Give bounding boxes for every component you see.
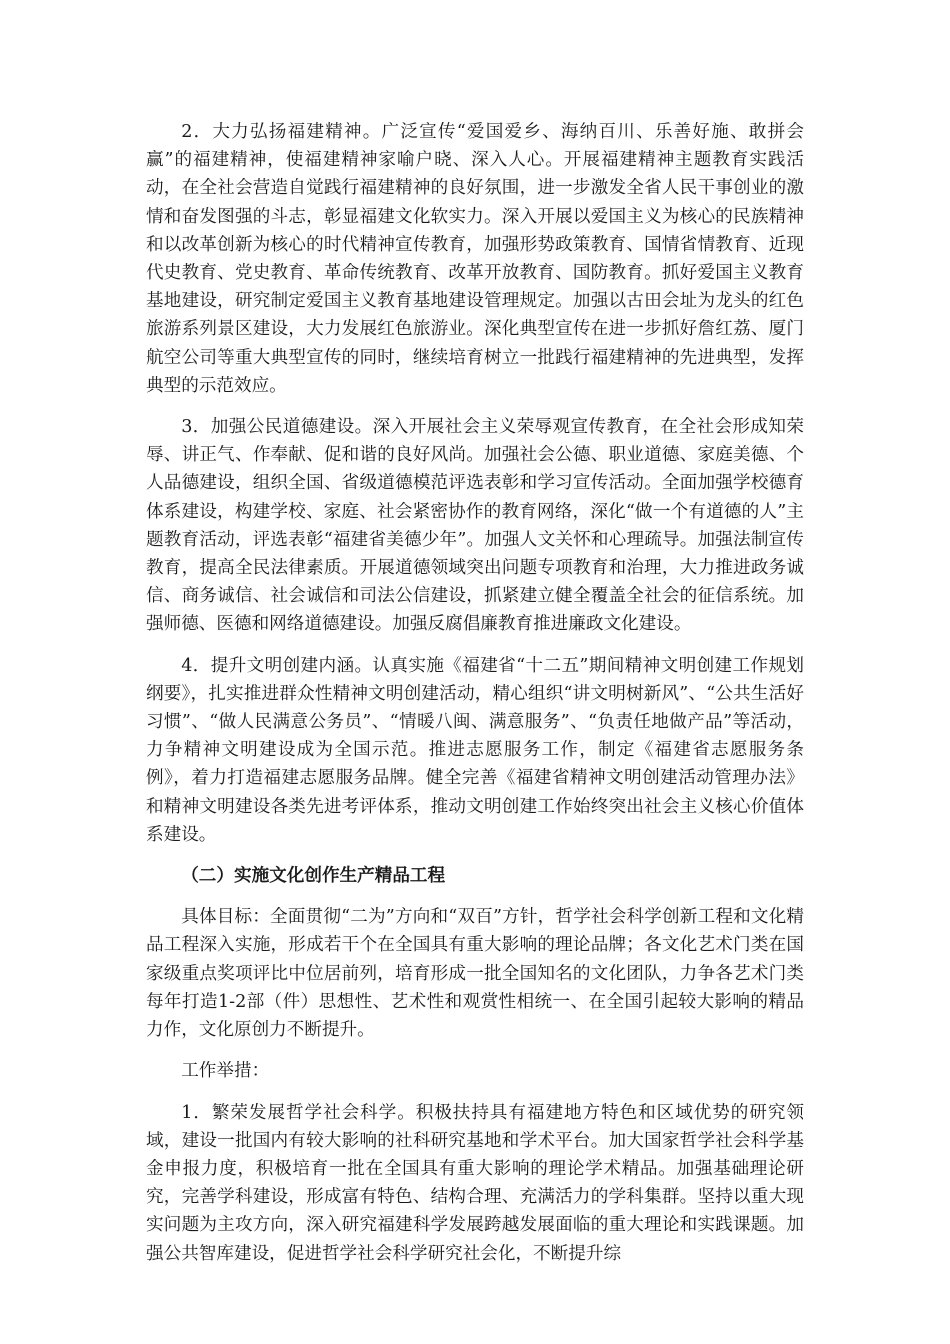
section-heading: （二）实施文化创作生产精品工程 — [181, 866, 446, 887]
paragraph-civilization-creation: 4．提升文明创建内涵。认真实施《福建省“十二五”期间精神文明创建工作规划纲要》，扎实推进群众性精神文明创建活动，精心组织“讲文明树新风”、“公共生活好习惯”、“做人民满意公务员”、“情暖八闽、满意服务”、“负责任地做产品”等活动，力争精神文明建设成为全国示范。推进志愿服务工作，制定《福建省志愿服务条例》，着力打造福建志愿服务品牌。健全完善《福建省精神文明创建活动管理办法》和精神文明建设各类先进考评体系，推动文明创建工作始终突出社会主义核心价值体系建设。 — [146, 655, 804, 845]
paragraph-specific-goals: 具体目标：全面贯彻“二为”方向和“双百”方针，哲学社会科学创新工程和文化精品工程深入实施，形成若干个在全国具有重大影响的理论品牌；各文化艺术门类在国家级重点奖项评比中位居前列，培育形成一批全国知名的文化团队，力争各艺术门类每年打造1-2部（件）思想性、艺术性和观赏性相统一、在全国引起较大影响的精品力作，文化原创力不断提升。 — [146, 907, 804, 1041]
paragraph-fujian-spirit: 2．大力弘扬福建精神。广泛宣传“爱国爱乡、海纳百川、乐善好施、敢拼会赢”的福建精神，使福建精神家喻户晓、深入人心。开展福建精神主题教育实践活动，在全社会营造自觉践行福建精神的良好氛围，进一步激发全省人民干事创业的激情和奋发图强的斗志，彰显福建文化软实力。深入开展以爱国主义为核心的民族精神和以改革创新为核心的时代精神宣传教育，加强形势政策教育、国情省情教育、近现代史教育、党史教育、革命传统教育、改革开放教育、国防教育。抓好爱国主义教育基地建设，研究制定爱国主义教育基地建设管理规定。加强以古田会址为龙头的红色旅游系列景区建设，大力发展红色旅游业。深化典型宣传在进一步抓好詹红荔、厦门航空公司等重大典型宣传的同时，继续培育树立一批践行福建精神的先进典型，发挥典型的示范效应。 — [146, 122, 804, 396]
paragraph-measures-label: 工作举措： — [181, 1061, 270, 1082]
paragraph-measure-1: 1．繁荣发展哲学社会科学。积极扶持具有福建地方特色和区域优势的研究领域，建设一批国内有较大影响的社科研究基地和学术平台。加大国家哲学社会科学基金申报力度，积极培育一批在全国具有重大影响的理论学术精品。加强基础理论研究，完善学科建设，形成富有特色、结构合理、充满活力的学科集群。坚持以重大现实问题为主攻方向，深入研究福建科学发展跨越发展面临的重大理论和实践课题。加强公共智库建设，促进哲学社会科学研究社会化，不断提升综 — [146, 1102, 804, 1264]
paragraph-civic-morality: 3．加强公民道德建设。深入开展社会主义荣辱观宣传教育，在全社会形成知荣辱、讲正气、作奉献、促和谐的良好风尚。加强社会公德、职业道德、家庭美德、个人品德建设，组织全国、省级道德模范评选表彰和学习宣传活动。全面加强学校德育体系建设，构建学校、家庭、社会紧密协作的教育网络，深化“做一个有道德的人”主题教育活动，评选表彰“福建省美德少年”。加强人文关怀和心理疏导。加强法制宣传教育，提高全民法律素质。开展道德领域突出问题专项教育和治理，大力推进政务诚信、商务诚信、社会诚信和司法公信建设，抓紧建立健全覆盖全社会的征信系统。加强师德、医德和网络道德建设。加强反腐倡廉教育推进廉政文化建设。 — [146, 417, 804, 635]
document-body — [146, 118, 804, 1281]
